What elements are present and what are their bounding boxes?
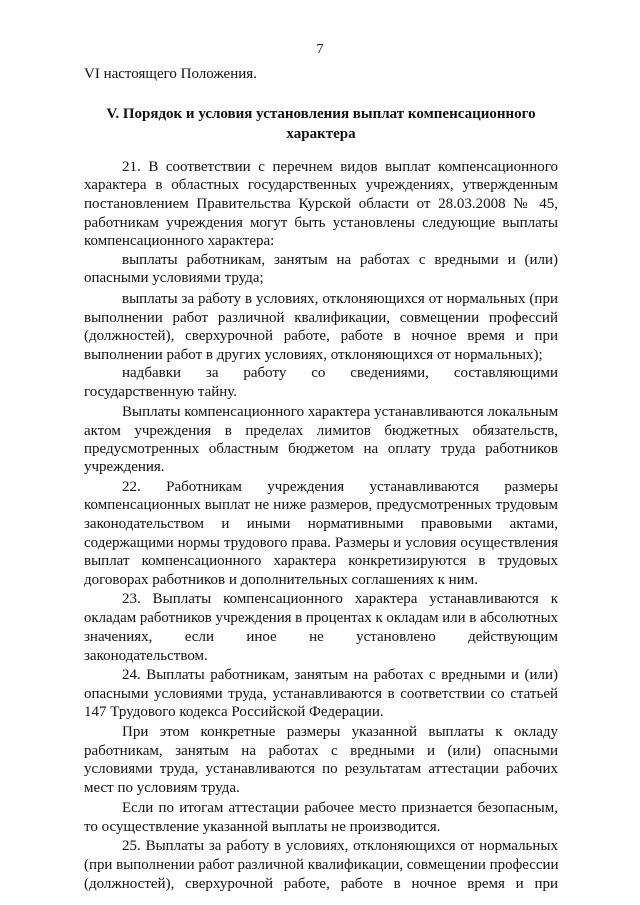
text-line: характера в областных государственных учреждениях, утвержденным	[84, 177, 558, 193]
word: размеры	[504, 479, 558, 495]
paragraph-first-line: выплаты за работу в условиях, отклоняющихся от нормальных (при	[122, 291, 558, 307]
text-line: выплат компенсационного характера конкретизируются в трудовых	[84, 553, 558, 569]
word: за	[205, 365, 219, 381]
paragraph-first-line: Если по итогам аттестации рабочее место признается безопасным,	[122, 800, 558, 816]
word: иное	[246, 629, 277, 645]
word: правовыми	[420, 516, 493, 532]
paragraph-first-line: Выплаты компенсационного характера устанавливаются локальным	[122, 404, 559, 420]
text-line: (должностей), сверхурочной работе, работе в ночное время и при	[84, 876, 558, 892]
paragraph-first-line: При этом конкретные размеры указанной выплаты к окладу	[122, 724, 558, 740]
text-line	[84, 514, 558, 534]
word: сведениями,	[350, 365, 429, 381]
text-line: компенсационного характера:	[84, 233, 275, 249]
text-line: окладам работников учреждения в процентах к окладам или в абсолютных	[84, 610, 558, 626]
text-line: работникам учреждения могут быть установлены следующие выплаты	[84, 215, 558, 231]
text-line: постановлением Правительства Курской области от 28.03.2008 № 45,	[84, 196, 558, 212]
word: учреждения	[267, 479, 345, 495]
word: 22.	[122, 479, 141, 495]
paragraph-first-line: 25. Выплаты за работу в условиях, отклоняющихся от нормальных	[122, 838, 558, 854]
text-line: компенсационных выплат не ниже размеров, предусмотренных трудовым	[84, 497, 558, 513]
text-line	[84, 627, 558, 647]
section-heading: V. Порядок и условия установления выплат компенсационного	[106, 106, 536, 122]
word: действующим	[468, 629, 558, 645]
text-line: (должностей), сверхурочной работе, работе в ночное время и при	[84, 328, 558, 344]
text-line: содержащими нормы трудового права. Размеры и условия осуществления	[84, 535, 558, 551]
word: устанавливаются	[369, 479, 479, 495]
text-line: договорах работников и дополнительных соглашениях к ним.	[84, 572, 478, 588]
page-number: 7	[316, 42, 324, 57]
text-line: выполнении работ различной квалификации, совмещении профессий	[84, 310, 558, 326]
text-line: условиями труда, устанавливаются по результатам аттестации рабочих	[84, 761, 558, 777]
word: установлено	[356, 629, 436, 645]
text-line: законодательством.	[84, 648, 208, 664]
text-line: актом учреждения в пределах лимитов бюджетных обязательств,	[84, 423, 558, 439]
section-heading: характера	[286, 126, 356, 142]
text-line: работникам, занятым на работах с вредными и (или) опасными	[84, 743, 558, 759]
text-line: (при выполнении работ различной квалификации, совмещении профессии	[84, 857, 559, 873]
word: значениях,	[84, 629, 153, 645]
paragraph-first-line: выплаты работникам, занятым на работах с вредными и (или)	[122, 252, 558, 268]
word: и	[221, 516, 230, 532]
text-line: выполнении работ в других условиях, отклоняющихся от нормальных);	[84, 347, 543, 363]
paragraph-first-line: 23. Выплаты компенсационного характера устанавливаются к	[122, 591, 558, 607]
text-line: государственную тайну.	[84, 384, 238, 400]
text-line: опасными условиями труда, устанавливаются в соответствии со статьей	[84, 686, 558, 702]
text-line: то осуществление указанной выплаты не производится.	[84, 819, 441, 835]
word: со	[311, 365, 326, 381]
text-line: мест по условиям труда.	[84, 780, 240, 796]
paragraph-first-line: 21. В соответствии с перечнем видов выплат компенсационного	[122, 159, 558, 175]
text-line: предусмотренных областным бюджетом на оплату труда работников	[84, 441, 558, 457]
paragraph-first-line	[122, 363, 558, 383]
word: нормативными	[307, 516, 404, 532]
word: работу	[243, 365, 287, 381]
text-line: 147 Трудового кодекса Российской Федерации.	[84, 704, 384, 720]
text-line: учреждения.	[84, 459, 165, 475]
paragraph-first-line	[122, 477, 558, 497]
paragraph-first-line: 24. Выплаты работникам, занятым на работах с вредными и (или)	[122, 667, 558, 683]
word: Работникам	[166, 479, 242, 495]
text-line: опасными условиями труда;	[84, 270, 264, 286]
word: иными	[246, 516, 291, 532]
word: составляющими	[453, 365, 558, 381]
word: не	[309, 629, 324, 645]
word: если	[184, 629, 214, 645]
word: надбавки	[122, 365, 182, 381]
word: актами,	[509, 516, 558, 532]
text-line: VI настоящего Положения.	[84, 66, 257, 82]
word: законодательством	[84, 516, 205, 532]
